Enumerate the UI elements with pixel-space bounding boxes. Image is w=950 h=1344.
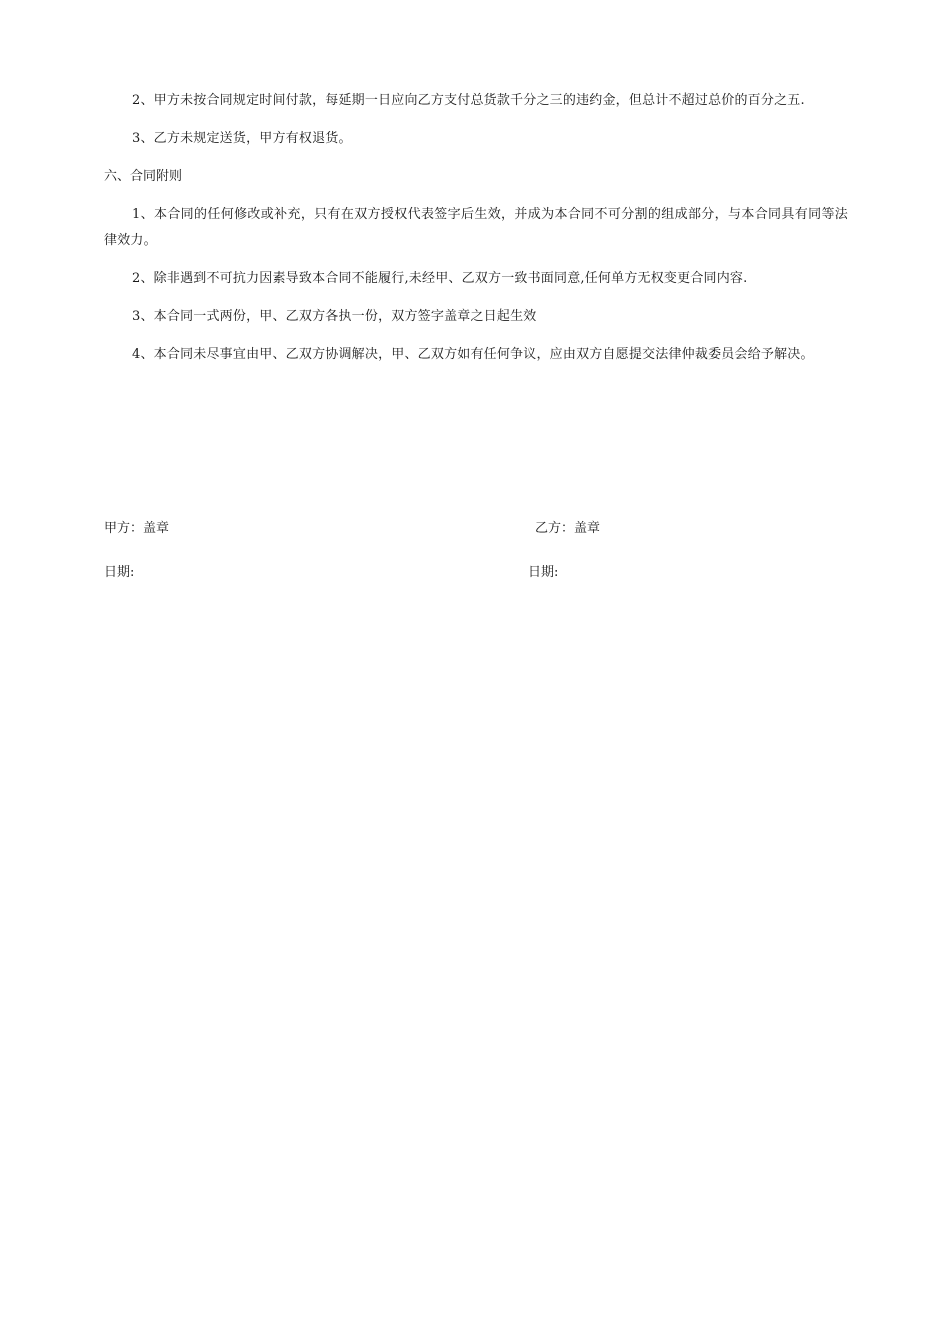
clause-5-2: 2、甲方未按合同规定时间付款，每延期一日应向乙方支付总货款千分之三的违约金，但总计不超过总价的百分之五. xyxy=(132,93,805,108)
clause-6-1: 1、本合同的任何修改或补充，只有在双方授权代表签字后生效，并成为本合同不可分割的组成部分，与本合同具有同等法律效力。 xyxy=(104,207,848,248)
contract-body xyxy=(104,88,848,380)
party-a-seal: 甲方：盖章 xyxy=(104,521,170,536)
clause-5-3: 3、乙方未规定送货，甲方有权退货。 xyxy=(132,131,352,146)
clause-6-3: 3、本合同一式两份，甲、乙双方各执一份，双方签字盖章之日起生效 xyxy=(132,309,537,324)
party-b-date: 日期: xyxy=(528,565,559,580)
party-b-seal: 乙方：盖章 xyxy=(535,521,601,536)
clause-6-2: 2、除非遇到不可抗力因素导致本合同不能履行,未经甲、乙双方一致书面同意,任何单方无权变更合同内容. xyxy=(132,271,748,286)
party-a-date: 日期: xyxy=(104,565,135,580)
section-6-heading: 六、合同附则 xyxy=(104,169,183,184)
clause-6-4: 4、本合同未尽事宜由甲、乙双方协调解决，甲、乙双方如有任何争议，应由双方自愿提交法律仲裁委员会给予解决。 xyxy=(132,347,814,362)
